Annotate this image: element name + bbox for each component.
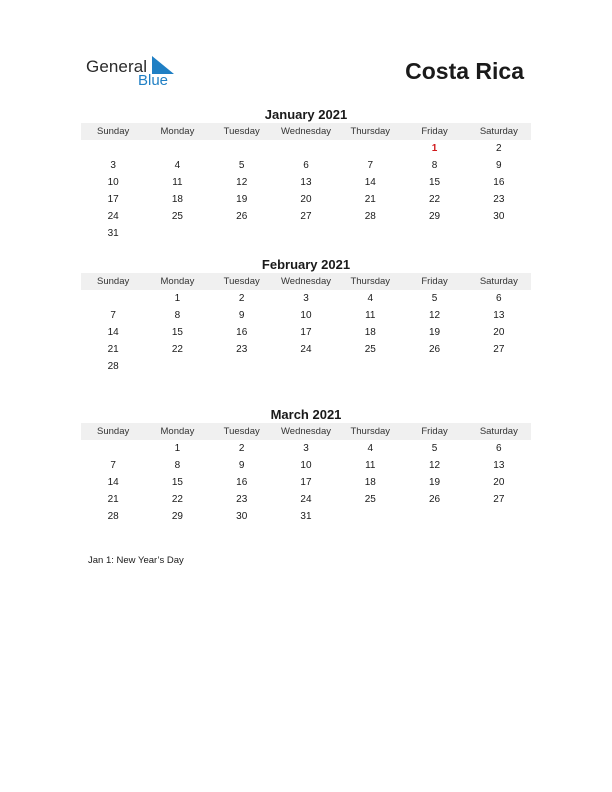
week-row	[81, 341, 531, 358]
empty-day-cell	[402, 225, 466, 242]
day-cell: 19	[428, 477, 441, 488]
week-row	[81, 290, 531, 307]
empty-day-cell	[338, 508, 402, 525]
empty-day-cell	[338, 358, 402, 375]
day-cell: 27	[300, 211, 312, 222]
week-row	[81, 508, 531, 525]
day-cell: 26	[428, 494, 441, 505]
day-cell: 12	[428, 460, 441, 471]
week-row	[81, 157, 531, 174]
day-cell: 9	[496, 160, 502, 171]
weekday-label: Thursday	[350, 276, 391, 287]
weekday-header-row	[81, 273, 531, 290]
day-cell: 29	[171, 511, 183, 522]
week-row	[81, 440, 531, 457]
day-cell: 3	[110, 160, 116, 171]
day-cell: 17	[107, 194, 119, 205]
day-cell: 31	[300, 511, 312, 522]
weekday-label: Wednesday	[280, 126, 331, 137]
day-cell: 2	[238, 293, 245, 304]
month-march	[81, 406, 531, 525]
day-cell: 22	[171, 344, 183, 355]
empty-day-cell	[467, 358, 531, 375]
day-cell: 24	[300, 494, 312, 505]
week-row	[81, 324, 531, 341]
day-cell: 5	[238, 160, 245, 171]
weekday-label: Tuesday	[223, 276, 260, 287]
weekday-label: Sunday	[97, 276, 130, 287]
day-cell: 26	[236, 211, 248, 222]
weekday-label: Sunday	[97, 126, 130, 137]
day-cell: 27	[493, 344, 505, 355]
day-cell: 29	[428, 211, 441, 222]
empty-day-cell	[467, 508, 531, 525]
day-cell: 18	[364, 477, 376, 488]
weekday-label: Wednesday	[280, 426, 331, 437]
week-row	[81, 358, 531, 375]
weekday-label: Tuesday	[223, 126, 260, 137]
day-cell: 4	[367, 293, 374, 304]
day-cell: 26	[428, 344, 441, 355]
day-cell: 3	[303, 443, 309, 454]
day-cell: 10	[300, 460, 312, 471]
day-cell: 13	[493, 460, 505, 471]
day-cell: 25	[171, 211, 183, 222]
day-cell: 8	[174, 310, 181, 321]
day-cell: 9	[238, 310, 245, 321]
day-cell: 28	[107, 511, 119, 522]
day-cell: 8	[174, 460, 181, 471]
empty-day-cell	[210, 358, 274, 375]
month-title: February 2021	[261, 257, 351, 272]
weekday-label: Monday	[160, 276, 195, 287]
empty-day-cell	[145, 140, 209, 157]
weekday-label: Thursday	[350, 126, 391, 137]
empty-day-cell	[81, 440, 145, 457]
day-cell: 15	[171, 477, 183, 488]
day-cell: 10	[300, 310, 312, 321]
day-cell: 13	[300, 177, 312, 188]
day-cell: 6	[496, 443, 502, 454]
day-cell: 18	[364, 327, 376, 338]
day-cell: 20	[493, 327, 505, 338]
weekday-label: Friday	[421, 126, 448, 137]
empty-day-cell	[338, 225, 402, 242]
day-cell: 18	[171, 194, 183, 205]
empty-day-cell	[274, 140, 338, 157]
weekday-label: Tuesday	[223, 426, 260, 437]
day-cell: 16	[236, 477, 248, 488]
week-row	[81, 307, 531, 324]
day-cell: 8	[431, 160, 438, 171]
day-cell: 31	[107, 228, 119, 239]
empty-day-cell	[145, 358, 209, 375]
day-cell: 21	[107, 494, 119, 505]
day-cell: 24	[107, 211, 119, 222]
weekday-label: Saturday	[479, 276, 518, 287]
generalblue-logo	[86, 55, 186, 91]
day-cell: 12	[428, 310, 441, 321]
day-cell: 16	[493, 177, 505, 188]
day-cell: 11	[365, 310, 376, 321]
day-cell: 5	[431, 293, 438, 304]
empty-day-cell	[81, 140, 145, 157]
day-cell: 1	[174, 443, 181, 454]
day-cell: 20	[493, 477, 505, 488]
empty-day-cell	[81, 290, 145, 307]
day-cell: 22	[428, 194, 441, 205]
day-cell: 2	[238, 443, 245, 454]
day-cell: 12	[236, 177, 248, 188]
day-cell: 27	[493, 494, 505, 505]
week-row	[81, 174, 531, 191]
day-cell: 6	[303, 160, 309, 171]
day-cell: 6	[496, 293, 502, 304]
weekday-label: Monday	[160, 426, 195, 437]
day-cell: 30	[236, 511, 248, 522]
day-cell: 21	[107, 344, 119, 355]
empty-day-cell	[274, 358, 338, 375]
empty-day-cell	[402, 508, 466, 525]
day-cell: 13	[493, 310, 505, 321]
day-cell: 4	[174, 160, 181, 171]
month-january	[81, 106, 531, 242]
day-cell: 2	[496, 143, 502, 154]
day-cell: 3	[303, 293, 309, 304]
empty-day-cell	[338, 140, 402, 157]
week-row	[81, 140, 531, 157]
logo-text-general: General	[86, 57, 148, 76]
week-row	[81, 474, 531, 491]
day-cell: 7	[110, 310, 116, 321]
day-cell: 28	[364, 211, 376, 222]
day-cell: 30	[493, 211, 505, 222]
month-february	[81, 256, 531, 375]
day-cell: 20	[300, 194, 312, 205]
day-cell: 9	[238, 460, 245, 471]
day-cell: 19	[236, 194, 248, 205]
day-cell: 5	[431, 443, 438, 454]
day-cell: 23	[236, 494, 248, 505]
empty-day-cell	[402, 358, 466, 375]
week-row	[81, 491, 531, 508]
weekday-label: Sunday	[97, 426, 130, 437]
logo-text-blue: Blue	[138, 72, 169, 89]
empty-day-cell	[210, 225, 274, 242]
day-cell: 7	[110, 460, 116, 471]
weekday-label: Saturday	[479, 126, 518, 137]
day-cell: 10	[107, 177, 119, 188]
empty-day-cell	[274, 225, 338, 242]
weekday-label: Friday	[421, 276, 448, 287]
country-title: Costa Rica	[405, 58, 524, 84]
day-cell: 22	[171, 494, 183, 505]
month-title: March 2021	[270, 407, 342, 422]
week-row	[81, 225, 531, 242]
day-cell: 25	[364, 494, 376, 505]
weekday-label: Saturday	[479, 426, 518, 437]
empty-day-cell	[145, 225, 209, 242]
day-cell: 15	[171, 327, 183, 338]
month-title: January 2021	[264, 107, 348, 122]
holiday-day-cell: 1	[431, 143, 438, 154]
day-cell: 15	[428, 177, 441, 188]
day-cell: 14	[364, 177, 376, 188]
weekday-label: Friday	[421, 426, 448, 437]
day-cell: 4	[367, 443, 374, 454]
day-cell: 23	[493, 194, 505, 205]
week-row	[81, 457, 531, 474]
day-cell: 24	[300, 344, 312, 355]
week-row	[81, 208, 531, 225]
day-cell: 19	[428, 327, 441, 338]
day-cell: 1	[174, 293, 181, 304]
day-cell: 14	[107, 327, 119, 338]
week-row	[81, 191, 531, 208]
empty-day-cell	[467, 225, 531, 242]
day-cell: 17	[300, 327, 312, 338]
day-cell: 21	[364, 194, 376, 205]
day-cell: 17	[300, 477, 312, 488]
day-cell: 23	[236, 344, 248, 355]
day-cell: 14	[107, 477, 119, 488]
day-cell: 25	[364, 344, 376, 355]
holiday-notes	[88, 555, 184, 566]
day-cell: 28	[107, 361, 119, 372]
weekday-header-row	[81, 423, 531, 440]
weekday-label: Monday	[160, 126, 195, 137]
day-cell: 16	[236, 327, 248, 338]
day-cell: 7	[367, 160, 374, 171]
weekday-header-row	[81, 123, 531, 140]
weekday-label: Wednesday	[280, 276, 331, 287]
weekday-label: Thursday	[350, 426, 391, 437]
day-cell: 11	[365, 460, 376, 471]
holiday-note: Jan 1: New Year’s Day	[88, 555, 184, 566]
day-cell: 11	[172, 177, 183, 188]
empty-day-cell	[210, 140, 274, 157]
